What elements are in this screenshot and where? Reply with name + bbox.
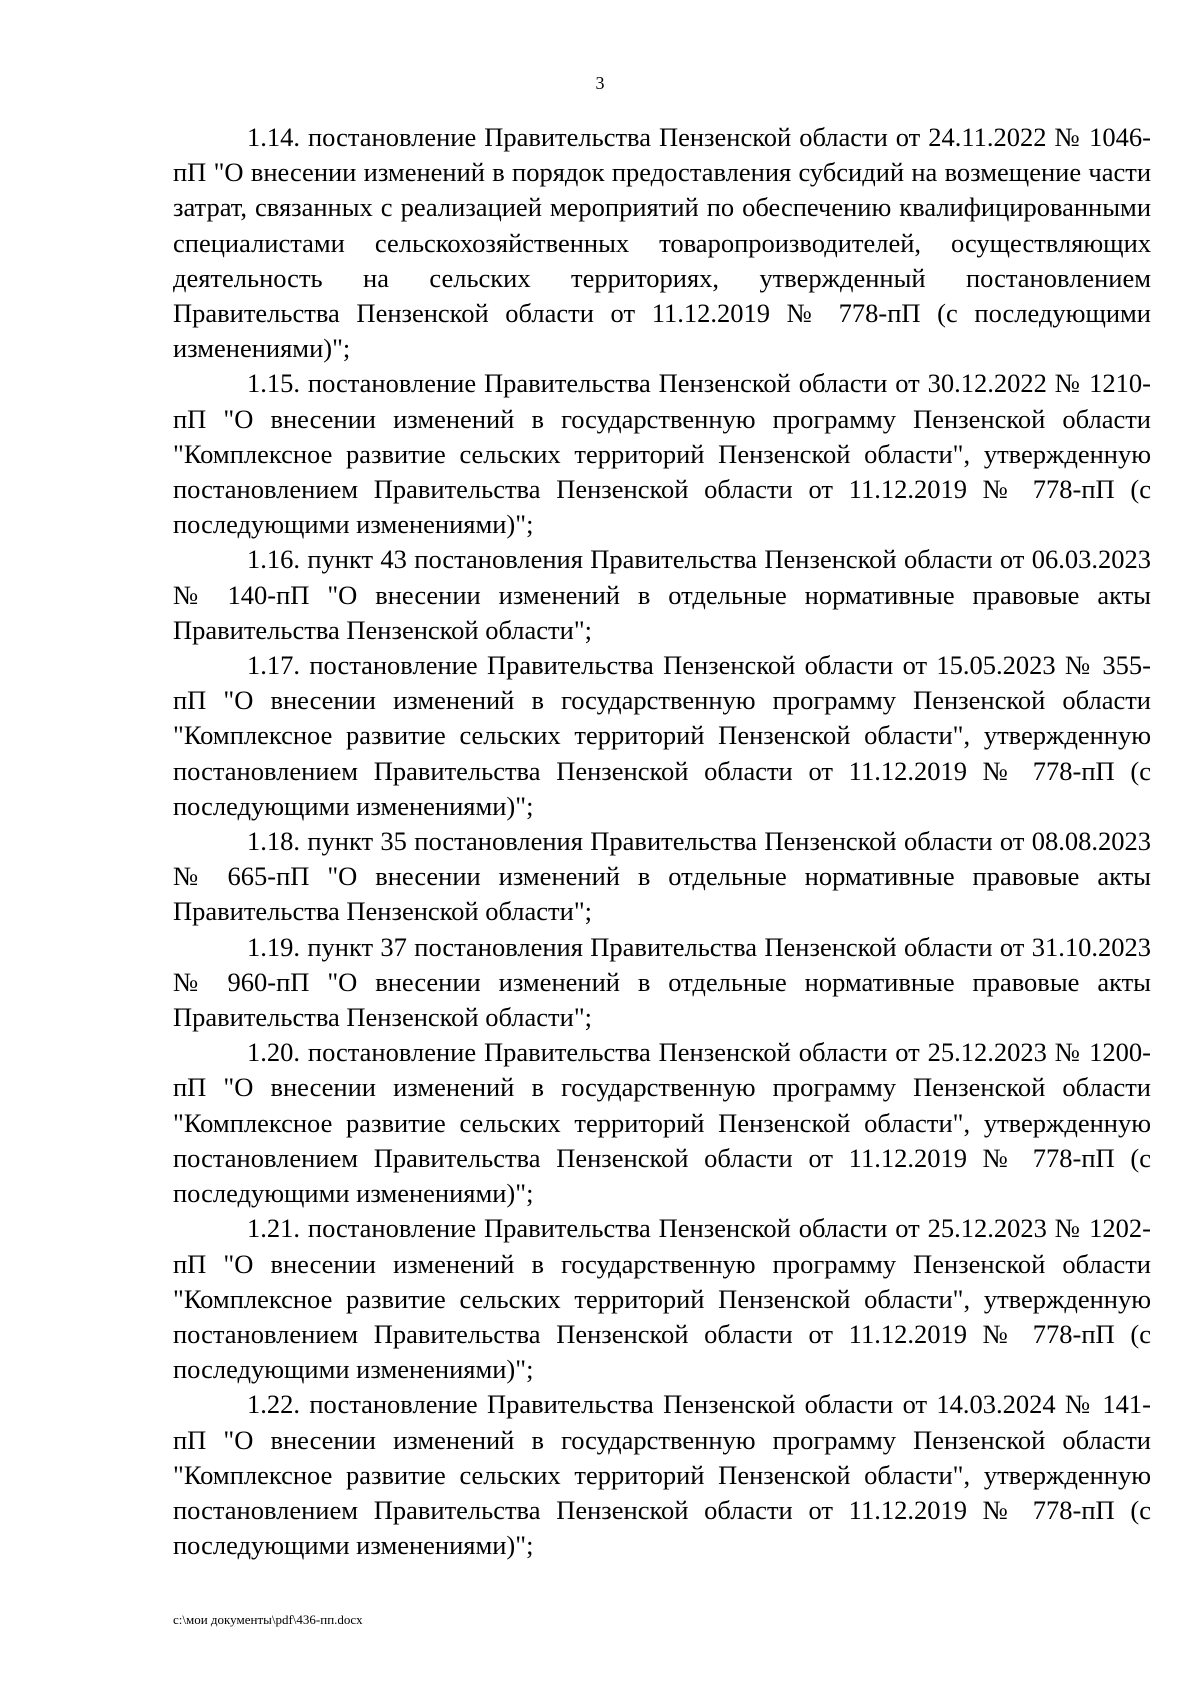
paragraph-1-15: 1.15. постановление Правительства Пензенской области от 30.12.2022 № 1210-пП "О внесении изменений в государственную программу Пензенской области "Комплексное развитие сельских территорий Пензенской области", утвержденную постановлением Правительства Пензенской области от 11.12.2019 № 778-пП (с последующими изменениями)"; [173, 368, 1151, 540]
paragraph-1-19: 1.19. пункт 37 постановления Правительства Пензенской области от 31.10.2023 № 960-пП "О внесении изменений в отдельные нормативные правовые акты Правительства Пензенской области"; [173, 931, 1151, 1033]
paragraph-1-20: 1.20. постановление Правительства Пензенской области от 25.12.2023 № 1200-пП "О внесении изменений в государственную программу Пензенской области "Комплексное развитие сельских территорий Пензенской области", утвержденную постановлением Правительства Пензенской области от 11.12.2019 № 778-пП (с последующими изменениями)"; [173, 1037, 1151, 1209]
paragraph-1-16: 1.16. пункт 43 постановления Правительства Пензенской области от 06.03.2023 № 140-пП "О внесении изменений в отдельные нормативные правовые акты Правительства Пензенской области"; [173, 544, 1151, 645]
footer-file-path: c:\мои документы\pdf\436-пп.docx [173, 1612, 363, 1627]
page-number: 3 [595, 73, 605, 93]
paragraph-1-14: 1.14. постановление Правительства Пензенской области от 24.11.2022 № 1046-пП "О внесении изменений в порядок предоставления субсидий на возмещение части затрат, связанных с реализацией мероприятий по обеспечению квалифицированными специалистами сельскохозяйственных товаропроизводителей, осуществляющих деятельность на сельских территориях, утвержденный постановлением Правительства Пензенской области от 11.12.2019 № 778-пП (с последующими изменениями)"; [173, 122, 1151, 364]
paragraph-1-22: 1.22. постановление Правительства Пензенской области от 14.03.2024 № 141-пП "О внесении изменений в государственную программу Пензенской области "Комплексное развитие сельских территорий Пензенской области", утвержденную постановлением Правительства Пензенской области от 11.12.2019 № 778-пП (с последующими изменениями)"; [173, 1389, 1151, 1561]
paragraph-1-21: 1.21. постановление Правительства Пензенской области от 25.12.2023 № 1202-пП "О внесении изменений в государственную программу Пензенской области "Комплексное развитие сельских территорий Пензенской области", утвержденную постановлением Правительства Пензенской области от 11.12.2019 № 778-пП (с последующими изменениями)"; [173, 1213, 1151, 1385]
paragraph-1-18: 1.18. пункт 35 постановления Правительства Пензенской области от 08.08.2023 № 665-пП "О внесении изменений в отдельные нормативные правовые акты Правительства Пензенской области"; [173, 826, 1151, 927]
paragraph-1-17: 1.17. постановление Правительства Пензенской области от 15.05.2023 № 355-пП "О внесении изменений в государственную программу Пензенской области "Комплексное развитие сельских территорий Пензенской области", утвержденную постановлением Правительства Пензенской области от 11.12.2019 № 778-пП (с последующими изменениями)"; [173, 650, 1151, 821]
document-body [173, 120, 1151, 1563]
